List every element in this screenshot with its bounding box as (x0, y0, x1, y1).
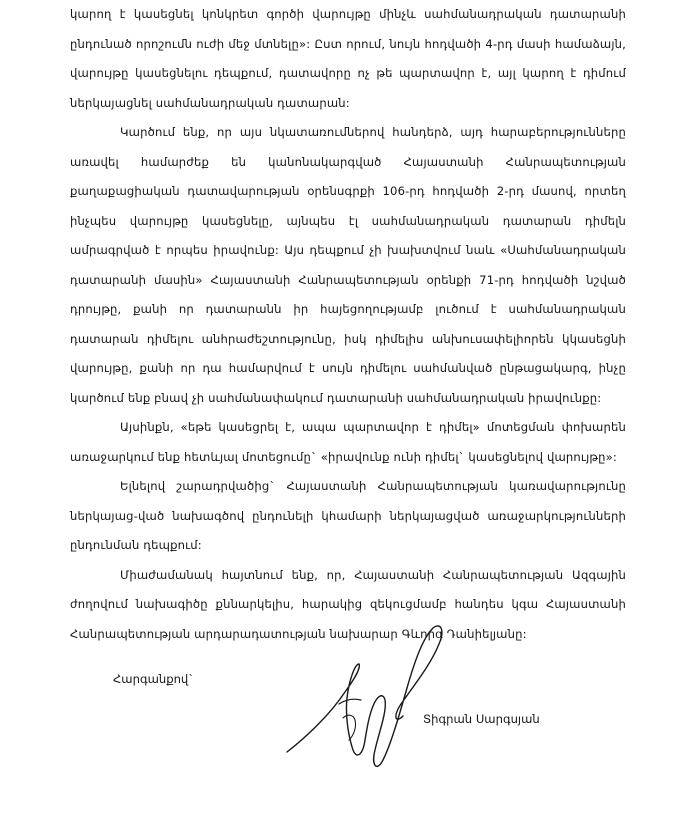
paragraph-2: Կարծում ենք, որ այս նկատառումներով հանդերձ, այդ հարաբերությունները առավել համարժեք են կանոնակարգված Հայաստանի Հանրապետության քաղաքացիական դատավարության օրենսգրքի 106-րդ հոդվածի 2-րդ մասով, որտեղ ինչպես վարույթը կասեցնելը, այնպես էլ սահմանադրական դատարան դիմելն ամրագրված է որպես իրավունք: Այս դեպքում չի խախտվում նաև «Սահմանադրական դատարանի մասին» Հայաստանի Հանրապետության օրենքի 71-րդ հոդվածի նշված դրույթը, քանի որ դատարանն իր հայեցողությամբ լուծում է սահմանադրական դատարան դիմելու անհրաժեշտությունը, իսկ դիմելիս անխուսափելիորեն կկասեցնի վարույթը, քանի որ դա համարվում է սույն դիմելու սահմանված ընթացակարգ, ինչը կարծում ենք բնավ չի սահմանափակում դատարանի սահմանադրական իրավունքը: (70, 125, 626, 405)
handwritten-signature (283, 620, 453, 790)
paragraph-4: Ելնելով շարադրվածից` Հայաստանի Հանրապետության կառավարությունը ներկայաց-ված նախագծով ընդունելի կհամարի ներկայացված առաջարկությունների ընդունման դեպքում: (70, 479, 626, 552)
paragraph-5: Միաժամանակ հայտնում ենք, որ, Հայաստանի Հանրապետության Ազգային ժողովում նախագիծը քննարկելիս, հարակից զեկուցմամբ հանդես կգա Հայաստանի Հանրապետության արդարադատության նախարար Գևորգ Դանիելյանը: (70, 567, 626, 641)
signer-name: Տիգրան Սարգսյան (423, 712, 540, 726)
paragraph-1: կարող է կասեցնել կոնկրետ գործի վարույթը մինչև սահմանադրական դատարանի ընդունած որոշումն ուժի մեջ մտնելը»: Ըստ որում, նույն հոդվածի 4-րդ մասի համաձայն, վարույթը կասեցնելու դեպքում, դատավորը ոչ թե պարտավոր է, այլ կարող է դիմում ներկայացնել սահմանադրական դատարան: (70, 7, 626, 110)
letter-body (70, 0, 626, 649)
paragraph-3: Այսինքն, «եթե կասեցրել է, ապա պարտավոր է դիմել» մոտեցման փոխարեն առաջարկում ենք հետևյալ մոտեցումը` «իրավունք ունի դիմել` կասեցնելով վարույթը»: (70, 420, 626, 464)
closing-salutation: Հարգանքով` (113, 672, 195, 686)
